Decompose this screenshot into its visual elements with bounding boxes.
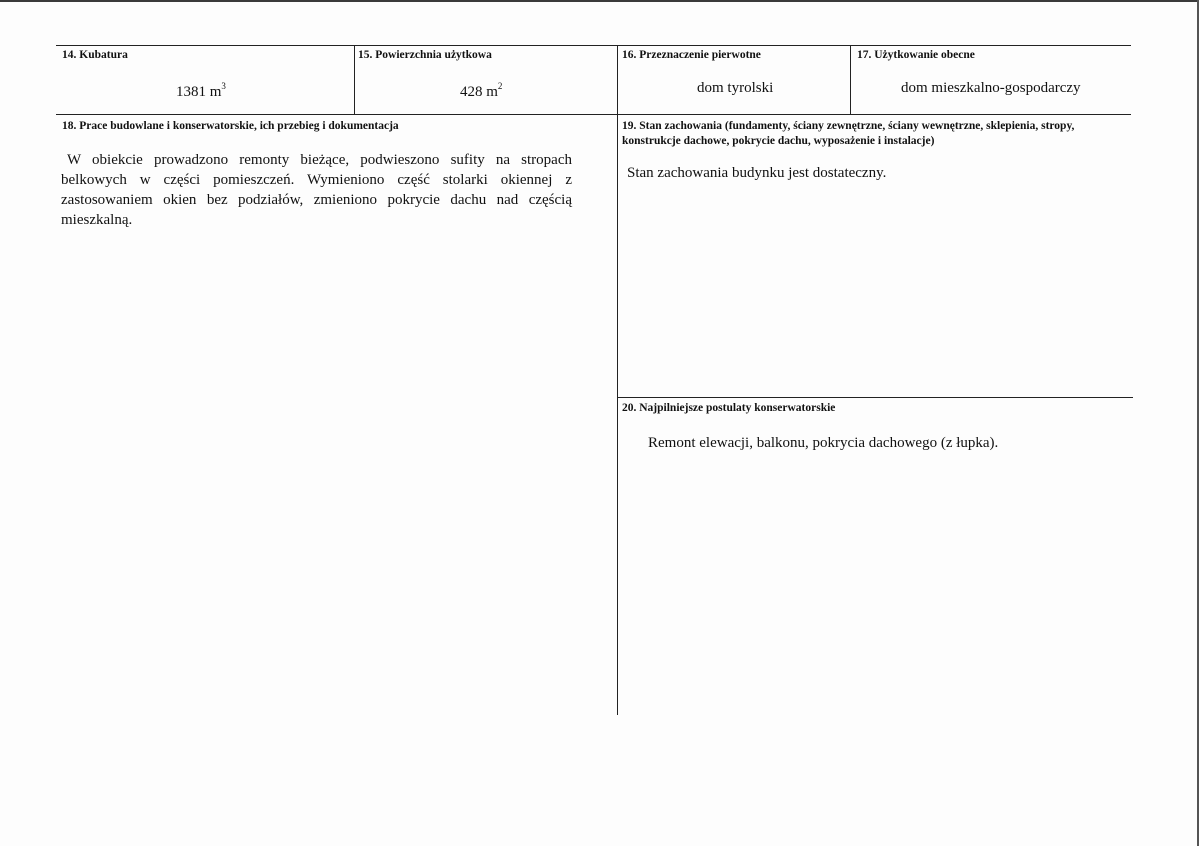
postulaty-label: 20. Najpilniejsze postulaty konserwatorskie (622, 402, 836, 414)
rule-row1-bottom (56, 114, 1131, 115)
stan-label: 19. Stan zachowania (fundamenty, ściany zewnętrzne, ściany wewnętrzne, sklepienia, stropy, konstrukcje dachowe, pokrycie dachu, wyposażenie i instalacje) (622, 120, 1075, 147)
rule-top (56, 45, 1131, 46)
powierzchnia-number: 428 m (460, 84, 498, 100)
prace-text: W obiekcie prowadzono remonty bieżące, podwieszono sufity na stropach belkowych w części pomieszczeń. Wymieniono część stolarki okiennej z zastosowaniem okien bez podziałów, zmieniono pokrycie dachu nad częścią mieszkalną. (61, 152, 572, 228)
rule-vertical-1 (354, 45, 355, 114)
kubatura-unit-exponent: 3 (221, 81, 226, 91)
postulaty-text: Remont elewacji, balkonu, pokrycia dachowego (z łupka). (648, 435, 999, 451)
powierzchnia-label: 15. Powierzchnia użytkowa (358, 49, 492, 61)
uzytkowanie-value: dom mieszkalno-gospodarczy (901, 80, 1081, 96)
prace-label: 18. Prace budowlane i konserwatorskie, ich przebieg i dokumentacja (62, 120, 399, 132)
przeznaczenie-label: 16. Przeznaczenie pierwotne (622, 49, 761, 61)
kubatura-label: 14. Kubatura (62, 49, 128, 61)
powierzchnia-value (460, 78, 502, 101)
stan-text: Stan zachowania budynku jest dostateczny. (627, 165, 887, 181)
scan-edge-top (0, 0, 1199, 2)
rule-vertical-center (617, 45, 618, 715)
powierzchnia-unit-exponent: 2 (497, 81, 503, 91)
rule-vertical-3 (850, 45, 851, 114)
kubatura-value (176, 78, 226, 101)
uzytkowanie-label: 17. Użytkowanie obecne (857, 49, 975, 61)
kubatura-number: 1381 m (176, 84, 222, 100)
rule-section-20-top (618, 397, 1133, 398)
przeznaczenie-value: dom tyrolski (697, 80, 774, 96)
